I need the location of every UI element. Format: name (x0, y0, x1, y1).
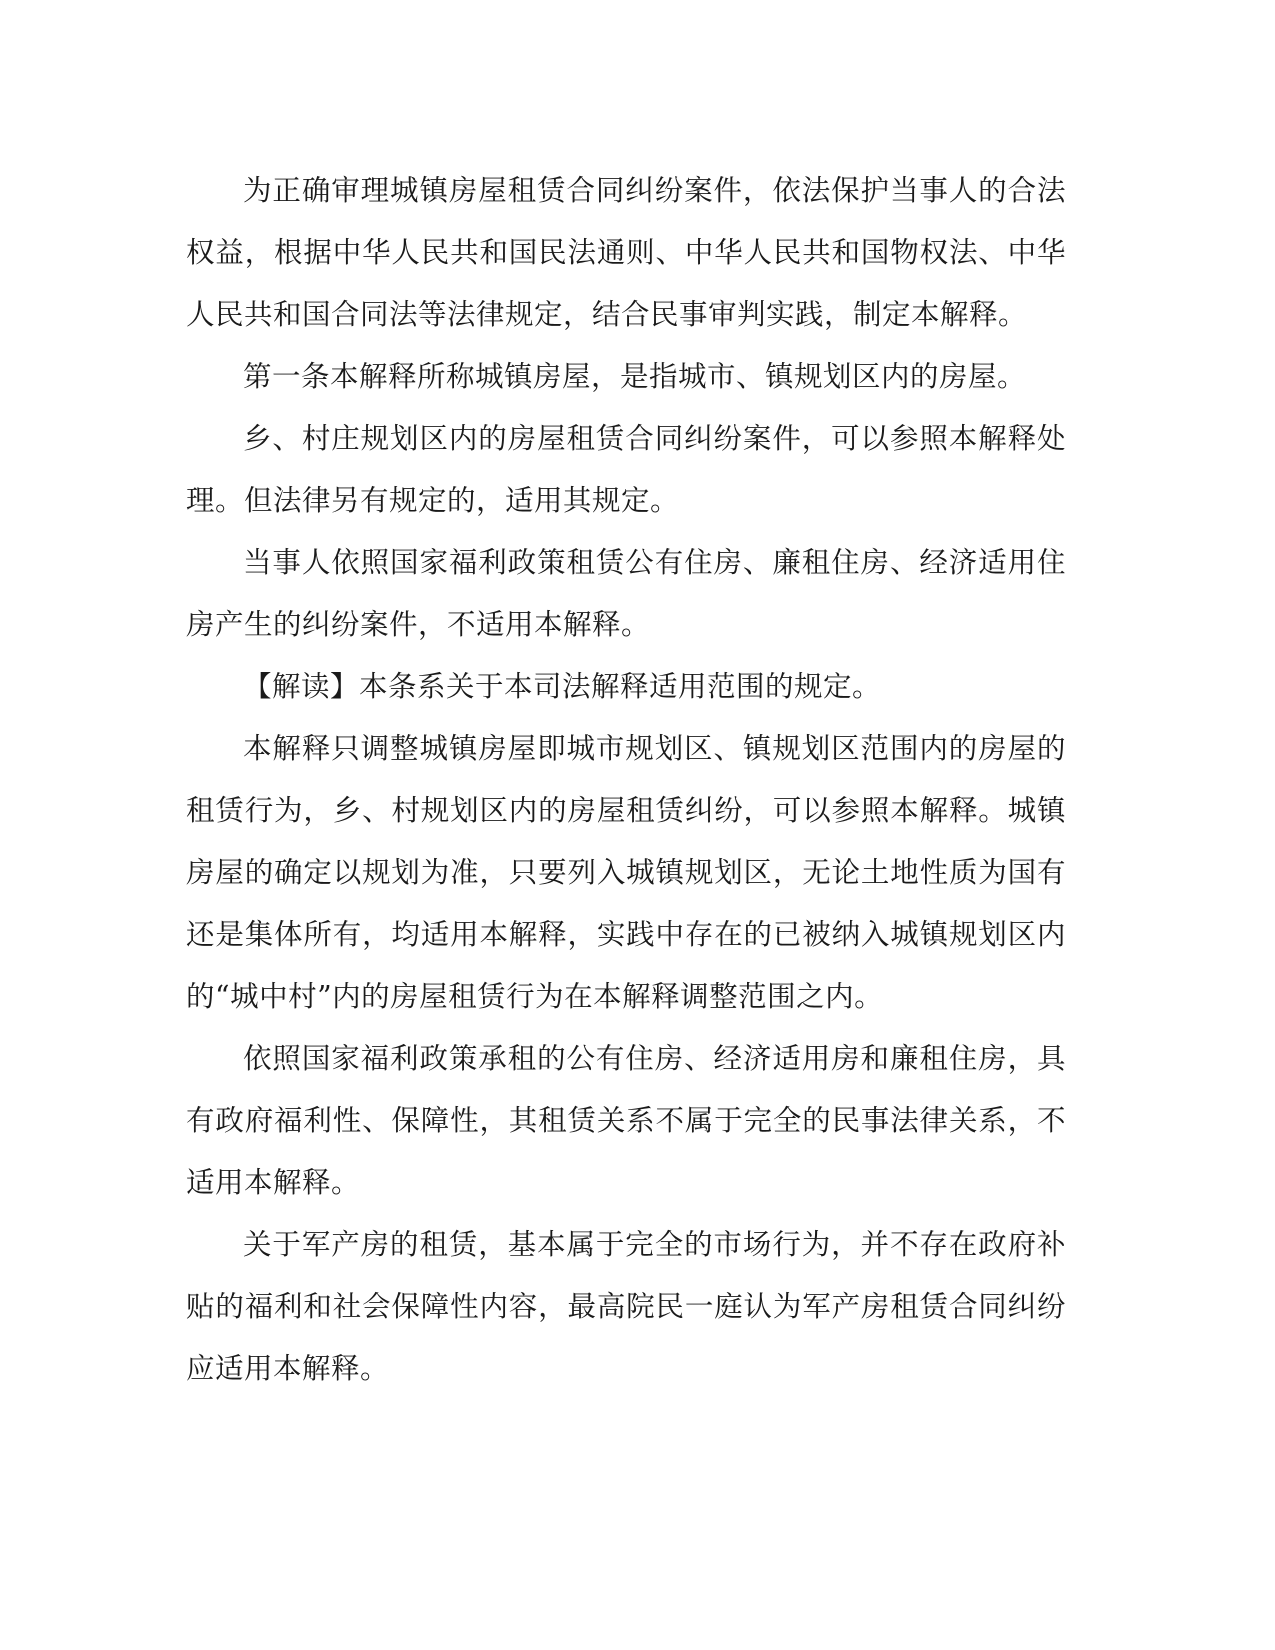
document-body (186, 160, 1066, 1400)
paragraph-article-1: 第一条本解释所称城镇房屋，是指城市、镇规划区内的房屋。 (243, 360, 1027, 393)
paragraph-intro: 为正确审理城镇房屋租赁合同纠纷案件，依法保护当事人的合法权益，根据中华人民共和国民法通则、中华人民共和国物权法、中华人民共和国合同法等法律规定，结合民事审判实践，制定本解释。 (186, 174, 1066, 331)
paragraph-welfare-exclusion: 当事人依照国家福利政策租赁公有住房、廉租住房、经济适用住房产生的纠纷案件，不适用本解释。 (186, 546, 1066, 641)
paragraph-military-housing: 关于军产房的租赁，基本属于完全的市场行为，并不存在政府补贴的福利和社会保障性内容，最高院民一庭认为军产房租赁合同纠纷应适用本解释。 (186, 1228, 1066, 1385)
paragraph-welfare-housing: 依照国家福利政策承租的公有住房、经济适用房和廉租住房，具有政府福利性、保障性，其租赁关系不属于完全的民事法律关系，不适用本解释。 (186, 1042, 1066, 1199)
paragraph-rural-housing: 乡、村庄规划区内的房屋租赁合同纠纷案件，可以参照本解释处理。但法律另有规定的，适用其规定。 (186, 422, 1066, 517)
paragraph-interpretation-heading: 【解读】本条系关于本司法解释适用范围的规定。 (243, 670, 882, 703)
paragraph-scope-explanation: 本解释只调整城镇房屋即城市规划区、镇规划区范围内的房屋的租赁行为，乡、村规划区内的房屋租赁纠纷，可以参照本解释。城镇房屋的确定以规划为准，只要列入城镇规划区，无论土地性质为国有还是集体所有，均适用本解释，实践中存在的已被纳入城镇规划区内的“城中村”内的房屋租赁行为在本解释调整范围之内。 (186, 732, 1066, 1013)
